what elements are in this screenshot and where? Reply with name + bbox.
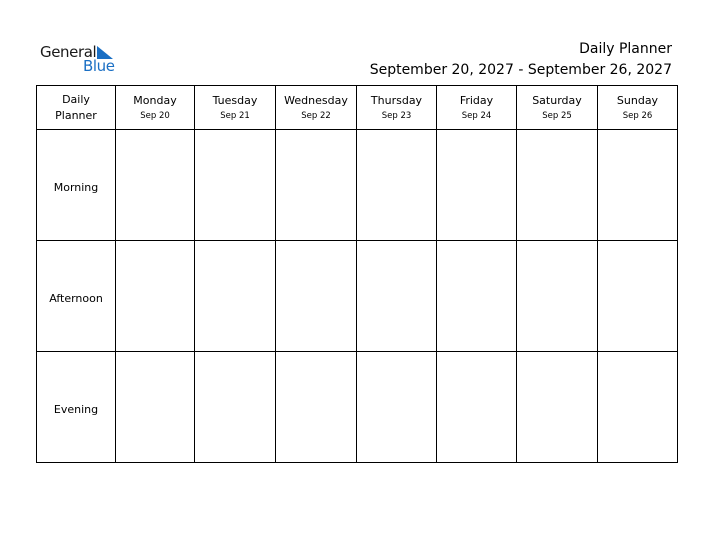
planner-cell[interactable] — [195, 130, 276, 241]
planner-cell[interactable] — [116, 241, 195, 352]
day-name: Saturday — [532, 93, 582, 107]
planner-cell[interactable] — [598, 241, 678, 352]
corner-label-line1: Daily — [62, 92, 90, 106]
day-header-saturday — [517, 86, 598, 130]
planner-cell[interactable] — [357, 130, 437, 241]
slot-label: Morning — [53, 180, 99, 194]
header-row — [37, 86, 678, 130]
day-date: Sep 22 — [301, 110, 331, 121]
planner-cell[interactable] — [437, 352, 517, 463]
day-header-tuesday — [195, 86, 276, 130]
day-date: Sep 20 — [140, 110, 170, 121]
slot-row-evening — [37, 352, 678, 463]
logo-word-general: General — [40, 43, 97, 61]
planner-cell[interactable] — [195, 241, 276, 352]
slot-row-morning — [37, 130, 678, 241]
day-name: Sunday — [616, 93, 659, 107]
planner-grid — [36, 85, 678, 463]
planner-cell[interactable] — [276, 241, 357, 352]
planner-cell[interactable] — [276, 130, 357, 241]
date-range: September 20, 2027 - September 26, 2027 — [369, 62, 672, 78]
slot-label-cell — [37, 352, 116, 463]
planner-cell[interactable] — [598, 130, 678, 241]
document-header — [370, 40, 672, 80]
day-name: Friday — [459, 93, 494, 107]
corner-cell — [37, 86, 116, 130]
planner-cell[interactable] — [195, 352, 276, 463]
slot-row-afternoon — [37, 241, 678, 352]
planner-cell[interactable] — [437, 130, 517, 241]
slot-label: Evening — [53, 402, 99, 416]
corner-label-line2: Planner — [55, 108, 97, 122]
planner-cell[interactable] — [517, 352, 598, 463]
day-date: Sep 26 — [622, 110, 653, 121]
day-header-sunday — [598, 86, 678, 130]
planner-cell[interactable] — [276, 352, 357, 463]
day-date: Sep 24 — [461, 110, 492, 121]
slot-label: Afternoon — [49, 291, 103, 305]
day-date: Sep 21 — [220, 110, 250, 121]
planner-cell[interactable] — [598, 352, 678, 463]
day-date: Sep 25 — [542, 110, 572, 121]
day-header-monday — [116, 86, 195, 130]
planner-cell[interactable] — [517, 130, 598, 241]
planner-cell[interactable] — [116, 130, 195, 241]
planner-cell[interactable] — [437, 241, 517, 352]
day-name: Wednesday — [284, 93, 348, 107]
page-title: Daily Planner — [579, 41, 672, 57]
generalblue-logo — [40, 43, 120, 75]
slot-label-cell — [37, 130, 116, 241]
day-header-friday — [437, 86, 517, 130]
planner-cell[interactable] — [116, 352, 195, 463]
day-date: Sep 23 — [381, 110, 412, 121]
day-name: Monday — [133, 93, 177, 107]
day-header-thursday — [357, 86, 437, 130]
logo-word-blue: Blue — [83, 57, 115, 75]
planner-cell[interactable] — [357, 352, 437, 463]
day-name: Thursday — [370, 93, 423, 107]
planner-cell[interactable] — [517, 241, 598, 352]
day-name: Tuesday — [212, 93, 258, 107]
day-header-wednesday — [276, 86, 357, 130]
planner-cell[interactable] — [357, 241, 437, 352]
slot-label-cell — [37, 241, 116, 352]
